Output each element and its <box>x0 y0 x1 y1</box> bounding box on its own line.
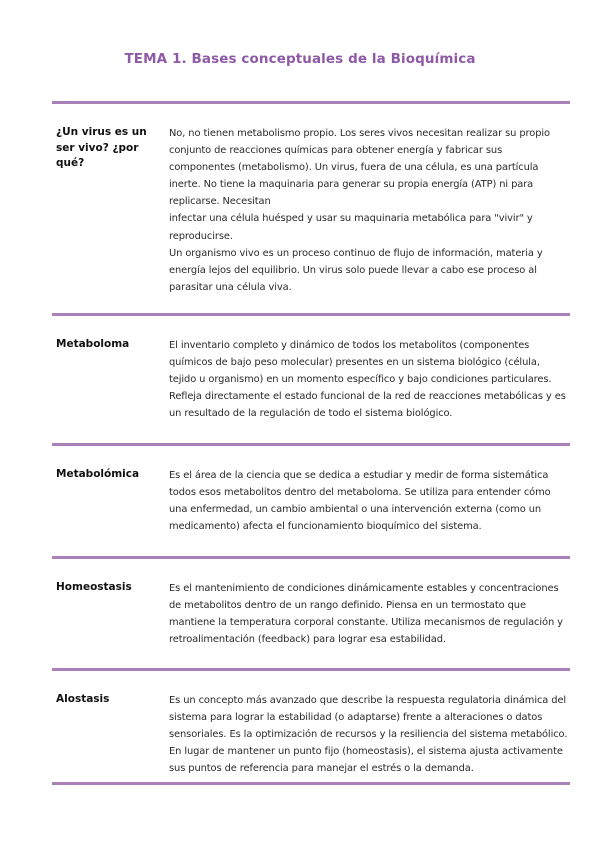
divider <box>52 668 570 671</box>
definition-paragraph: El inventario completo y dinámico de todos los metabolitos (componentes químicos de bajo peso molecular) presentes en un sistema biológico (célula, tejido u organismo) en un momento específico y bajo condiciones particulares. Refleja directamente el estado funcional de la red de reacciones metabólicas y es un resultado de la regulación de todo el sistema biológico. <box>169 340 566 420</box>
row-term: Metaboloma <box>56 338 130 350</box>
row-definition <box>169 692 569 777</box>
definition-paragraph: Es el área de la ciencia que se dedica a estudiar y medir de forma sistemática todos esos metabolitos dentro del metaboloma. Se utiliza para entender cómo una enfermedad, un cambio ambiental o una intervención externa (como un medicamento) afecta el funcionamiento bioquímico del sistema. <box>169 470 551 533</box>
divider <box>52 782 570 785</box>
divider <box>52 313 570 316</box>
definition-paragraph: infectar una célula huésped y usar su maquinaria metabólica para "vivir" y reproducirse. <box>169 213 533 242</box>
page-title: TEMA 1. Bases conceptuales de la Bioquímica <box>124 51 476 67</box>
row-definition <box>169 467 569 535</box>
definition-paragraph: No, no tienen metabolismo propio. Los seres vivos necesitan realizar su propio conjunto de reacciones químicas para obtener energía y fabricar sus componentes (metabolismo). Un virus, fuera de una célula, es una partícula inerte. No tiene la maquinaria para generar su propia energía (ATP) ni para replicarse. Necesitan <box>169 128 550 208</box>
definition-paragraph: Es el mantenimiento de condiciones dinámicamente estables y concentraciones de metabolitos dentro de un rango definido. Piensa en un termostato que mantiene la temperatura corporal constante. Utiliza mecanismos de regulación y retroalimentación (feedback) para lograr esa estabilidad. <box>169 583 563 646</box>
row-term: Alostasis <box>56 693 110 705</box>
divider <box>52 101 570 104</box>
row-definition <box>169 580 569 648</box>
row-definition <box>169 337 569 422</box>
row-term: ¿Un virus es un ser vivo? ¿por qué? <box>56 126 147 169</box>
divider <box>52 556 570 559</box>
definition-paragraph: Un organismo vivo es un proceso continuo de flujo de información, materia y energía lejos del equilibrio. Un virus solo puede llevar a cabo ese proceso al parasitar una célula viva. <box>169 247 543 293</box>
row-term: Homeostasis <box>56 581 132 593</box>
definition-paragraph: Es un concepto más avanzado que describe la respuesta regulatoria dinámica del sistema para lograr la estabilidad (o adaptarse) frente a alteraciones o datos sensoriales. Es la optimización de recursos y la resiliencia del sistema metabólico. En lugar de mantener un punto fijo (homeostasis), el sistema ajusta activamente sus puntos de referencia para manejar el estrés o la demanda. <box>169 695 568 775</box>
row-definition <box>169 125 569 296</box>
row-term: Metabolómica <box>56 468 140 480</box>
divider <box>52 443 570 446</box>
